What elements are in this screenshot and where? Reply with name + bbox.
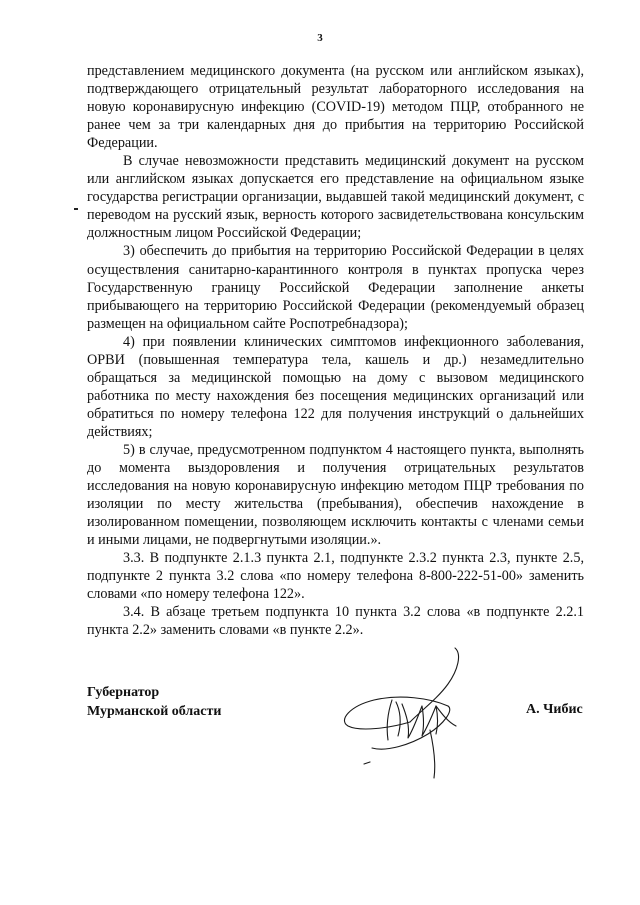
signatory-title <box>87 683 221 721</box>
page-number: 3 <box>317 32 323 44</box>
paragraph-3-4: 3.4. В абзаце третьем подпункта 10 пункта 3.2 слова «в подпункте 2.2.1 пункта 2.2» заменить словами «в пункте 2.2». <box>87 604 584 639</box>
paragraph-translation-note: В случае невозможности представить медицинский документ на русском или английском языках допускается его представление на официальном языке государства регистрации организации, выдавшей такой медицинский документ, с переводом на русский язык, верность которого засвидетельствована консульским должностным лицом Российской Федерации; <box>87 153 584 242</box>
signatory-title-line1: Губернатор <box>87 685 160 700</box>
paragraph-continuation: представлением медицинского документа (на русском или английском языках), подтверждающего отрицательный результат лабораторного исследования на новую коронавирусную инфекцию (COVID-19) методом ПЦР, отобранного не ранее чем за три календарных дня до прибытия на территорию Российской Федерации. <box>87 63 584 152</box>
paragraph-3-3: 3.3. В подпункте 2.1.3 пункта 2.1, подпункте 2.3.2 пункта 2.3, пункте 2.5, подпункте 2 пункта 3.2 слова «по номеру телефона 8-800-222-51-00» заменить словами «по номеру телефона 122». <box>87 550 584 603</box>
handwritten-signature <box>330 640 500 790</box>
stray-mark <box>74 208 78 210</box>
signatory-name: А. Чибис <box>526 702 583 717</box>
paragraph-item-4: 4) при появлении клинических симптомов инфекционного заболевания, ОРВИ (повышенная температура тела, кашель и др.) незамедлительно обращаться за медицинской помощью на дому с вызовом медицинского работника по месту нахождения без посещения медицинских организаций или обратиться по номеру телефона 122 для получения инструкций о дальнейших действиях; <box>87 333 584 440</box>
signatory-title-line2: Мурманской области <box>87 704 222 719</box>
paragraph-item-5: 5) в случае, предусмотренном подпунктом 4 настоящего пункта, выполнять до момента выздоровления и получения отрицательных результатов исследования на новую коронавирусную инфекцию методом ПЦР требования по изоляции по месту жительства (пребывания), обеспечив нахождение в изолированном помещении, позволяющем исключить контакты с членами семьи и иными лицами, не подвергнутыми изоляции.». <box>87 441 584 549</box>
paragraph-item-3: 3) обеспечить до прибытия на территорию Российской Федерации в целях осуществления санитарно-карантинного контроля в пунктах пропуска через Государственную границу Российской Федерации заполнение анкеты прибывающего на территорию Российской Федерации (рекомендуемый образец размещен на официальном сайте Роспотребнадзора); <box>87 243 584 332</box>
document-body <box>87 62 584 640</box>
